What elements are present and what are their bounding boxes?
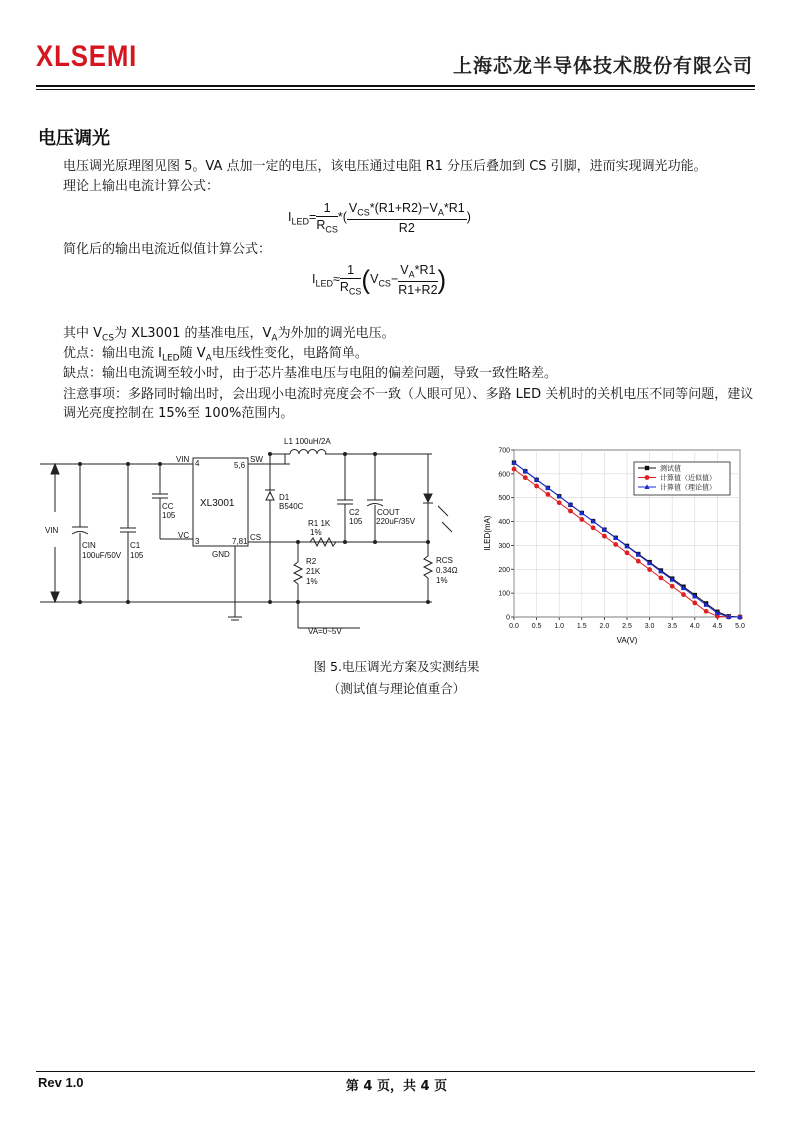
formula-eq: = [309,210,317,225]
label-va: VA=0~5V [308,627,342,636]
data-point [625,550,630,555]
data-point [568,509,573,514]
chart-legend [634,462,730,495]
label-vin-pin: VIN [176,455,190,464]
data-point [557,500,562,505]
formula-approx: $I_{LED}\approx$ $\frac{1}{R_{CS}}$ ($V_{CS}-$ $\frac{V_A*R1}{R1+R2}$ ) [312,263,447,297]
formula2-eq: ≈ [333,272,340,287]
label-cs: CS [250,533,262,542]
label-c2: C2 [349,508,360,517]
formula-lhs: $I_{LED}$ [288,210,309,227]
page-number: 第 4 页，共 4 页 [345,1079,448,1094]
data-point [602,534,607,539]
y-tick-label: 500 [498,495,510,503]
company-logo: XLSEMI [36,40,138,73]
formula-theoretical [288,201,471,235]
paragraph-approx-intro: 简化后的输出电流近似值计算公式： [63,242,272,257]
formula-fraction-1: $\frac{1}{R_{CS}}$ [316,201,338,235]
y-axis-label: ILED(mA) [483,515,492,551]
paragraph-disadvantage: 缺点：输出电流调至较小时，由于芯片基准电压与电阻的偏差问题，导致一致性略差。 [63,366,558,381]
label-pin1: 1 [243,537,248,546]
data-point [681,592,686,597]
data-point [591,525,596,530]
paragraph-notes: 注意事项：多路同时输出时，会出现小电流时亮度会不一致（人眼可见）、多路 LED 关机时的关机电压不同等问题，建议调光亮度控制在 15%至 100%范围内。 [63,387,754,421]
x-tick-label: 3.5 [667,623,678,630]
label-c1-value: 105 [130,551,144,560]
iled-vs-va-chart [478,440,753,650]
y-tick-label: 600 [498,471,510,479]
legend-label: 计算值（近似值） [660,475,716,482]
label-rcs-value: 0.34Ω [436,566,458,575]
label-cout-value: 220uF/35V [376,517,416,526]
data-point [692,601,697,606]
label-gnd: GND [212,550,230,559]
label-pin3: 3 [195,537,200,546]
label-pin4: 4 [195,459,200,468]
legend-label: 计算值（理论值） [660,484,716,492]
y-tick-label: 0 [506,614,510,622]
paragraph-formula-intro: 理论上输出电流计算公式： [63,179,220,194]
label-pin78: 7,8 [232,537,244,546]
label-d1: D1 [279,493,290,502]
y-tick-label: 400 [498,519,510,527]
legend-label: 测试值 [660,465,681,473]
label-cout: COUT [377,508,400,517]
label-pin56: 5,6 [234,461,246,470]
formula2-lhs: $I_{LED}$ [312,272,333,289]
paragraph-advantage: 优点：输出电流 $I_{LED}$随 $V_A$电压线性变化，电路简单。 [63,346,368,364]
label-r2: R2 [306,557,317,566]
data-point [534,484,539,489]
label-l1: L1 100uH/2A [284,437,331,446]
data-point [645,466,649,470]
footer-divider [36,1071,755,1072]
data-point [523,475,528,480]
formula2-fraction-2: $\frac{V_A*R1}{R1+R2}$ [398,263,438,297]
data-point [659,575,664,580]
label-rcs: RCS [436,556,453,565]
label-sw: SW [250,455,263,464]
company-name: 上海芯龙半导体技术股份有限公司 [452,55,753,77]
label-r1: R1 1K [308,519,331,528]
formula-fraction-2: $\frac{V_{CS}*(R1+R2)-V_A*R1}{R2}$ [348,201,465,235]
x-tick-label: 1.0 [554,623,565,630]
label-d1-part: B540C [279,502,304,511]
formula2-fraction-1: $\frac{1}{R_{CS}}$ [339,263,362,297]
figure-subcaption: （测试值与理论值重合） [327,681,466,696]
data-point [647,567,652,572]
data-point [645,475,650,480]
label-c1: C1 [130,541,141,550]
x-tick-label: 4.0 [689,623,700,630]
label-vin: VIN [45,526,59,535]
x-tick-labels [509,623,745,630]
header-divider-thin [36,89,755,90]
y-tick-label: 700 [498,447,510,455]
paragraph-definition: 其中 $V_{CS}$为 XL3001 的基准电压，$V_A$为外加的调光电压。 [63,326,395,344]
data-point [670,584,675,589]
y-tick-label: 300 [498,542,510,550]
figure-caption: 图 5.电压调光方案及实测结果 [313,659,480,674]
data-point [579,517,584,522]
label-cc-value: 105 [162,511,176,520]
header-divider [36,85,755,87]
label-cin-value: 100uF/50V [82,551,122,560]
x-axis-label: VA(V) [616,636,638,645]
label-cin: CIN [82,541,96,550]
label-vc: VC [178,531,190,540]
x-tick-label: 2.0 [599,623,610,630]
label-r2-tol: 1% [306,577,318,586]
data-point [546,492,551,497]
label-c2-value: 105 [349,517,363,526]
x-tick-label: 4.5 [712,623,723,630]
x-tick-label: 2.5 [622,623,632,630]
y-tick-labels [498,448,510,622]
revision-label: Rev 1.0 [38,1075,84,1090]
section-title: 电压调光 [38,128,110,149]
data-point [636,559,641,564]
x-tick-label: 3.0 [644,623,655,630]
formula-close: ) [466,210,471,225]
label-ic: XL3001 [200,498,235,509]
x-tick-label: 0.0 [509,623,519,630]
data-point [704,609,709,614]
label-cc: CC [162,502,174,511]
circuit-schematic [40,432,490,642]
paragraph-principle: 电压调光原理图见图 5。VA 点加一定的电压，该电压通过电阻 R1 分压后叠加到 CS 引脚，进而实现调光功能。 [63,159,707,174]
x-tick-label: 5.0 [735,623,745,630]
y-tick-label: 200 [498,566,510,574]
x-tick-label: 0.5 [531,623,542,630]
label-r1-tol: 1% [310,528,322,537]
label-rcs-tol: 1% [436,576,448,585]
label-r2-value: 21K [306,567,321,576]
y-tick-label: 100 [498,590,510,598]
x-tick-label: 1.5 [576,623,587,630]
data-point [512,467,517,472]
data-point [613,542,618,547]
formula-mid: *( [337,210,347,225]
